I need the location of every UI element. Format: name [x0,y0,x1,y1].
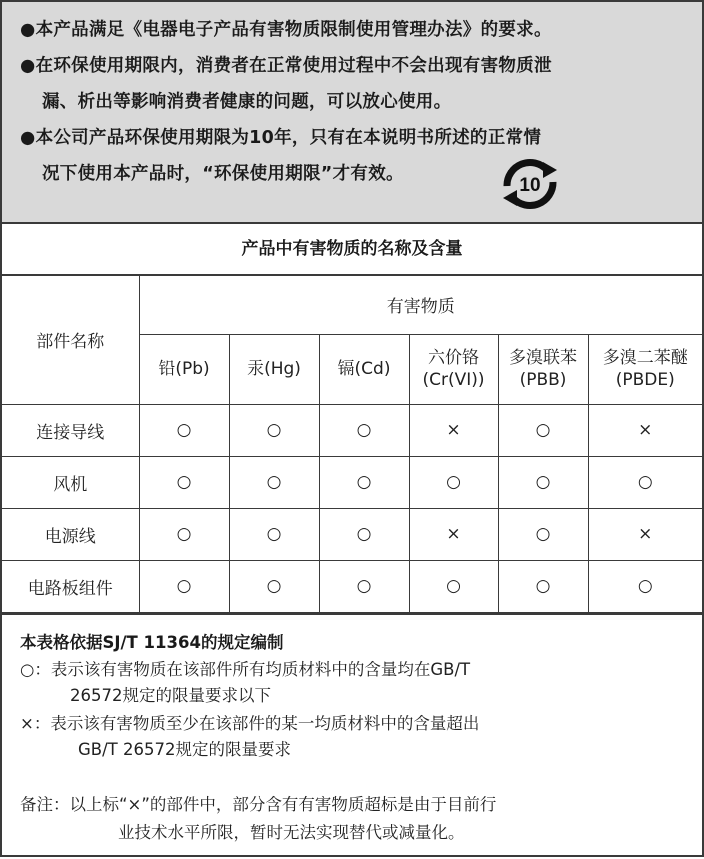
compliance-mark: ○ [229,456,319,508]
logo-number: 10 [519,175,541,196]
cross-legend: ×：表示该有害物质至少在该部件的某一均质材料中的含量超出 [20,714,480,733]
notes-title: 本表格依据SJ/T 11364的规定编制 [20,633,284,652]
statement-bullet-1: ●本产品满足《电器电子产品有害物质限制使用管理办法》的要求。 [20,20,552,40]
statement-bullet-3-continued: 况下使用本产品时，“环保使用期限”才有效。 [42,164,404,184]
table-row [2,560,702,612]
compliance-mark: × [588,404,702,456]
part-name: 电源线 [2,508,139,560]
substance-header-pbde: 多溴二苯醚 (PBDE) [588,334,702,404]
compliance-mark: × [409,404,498,456]
compliance-mark: ○ [229,404,319,456]
statement-bullet-2: ●在环保使用期限内，消费者在正常使用过程中不会出现有害物质泄 [20,56,552,76]
compliance-mark: ○ [588,560,702,612]
compliance-mark: ○ [229,560,319,612]
compliance-mark: ○ [139,404,229,456]
environment-protection-use-period-icon [497,156,563,212]
statement-section [2,2,702,224]
part-name-header: 部件名称 [2,276,139,404]
compliance-mark: ○ [498,508,588,560]
table-row [2,456,702,508]
part-name: 风机 [2,456,139,508]
table-row [2,508,702,560]
compliance-mark: ○ [319,456,409,508]
compliance-mark: ○ [139,456,229,508]
compliance-mark: ○ [498,456,588,508]
remark-continued: 业技术水平所限，暂时无法实现替代或减量化。 [118,823,465,842]
remark: 备注：以上标“×”的部件中，部分含有有害物质超标是由于目前行 [20,795,497,814]
notes-section [2,613,702,859]
cross-legend-continued: GB/T 26572规定的限量要求 [78,740,291,759]
statement-bullet-3: ●本公司产品环保使用期限为10年，只有在本说明书所述的正常情 [20,128,542,148]
compliance-mark: ○ [498,404,588,456]
compliance-mark: ○ [229,508,319,560]
compliance-mark: ○ [319,508,409,560]
part-name: 连接导线 [2,404,139,456]
substance-header-pb: 铅(Pb) [139,334,229,404]
compliance-mark: ○ [319,404,409,456]
hazardous-substance-table [2,276,702,613]
circle-legend: ○：表示该有害物质在该部件所有均质材料中的含量均在GB/T [20,660,471,679]
substance-header-crvi: 六价铬 (Cr(VI)) [409,334,498,404]
compliance-mark: ○ [409,456,498,508]
substance-header-hg: 汞(Hg) [229,334,319,404]
substance-header-pbb: 多溴联苯 (PBB) [498,334,588,404]
statement-bullet-2-continued: 漏、析出等影响消费者健康的问题，可以放心使用。 [42,92,452,112]
compliance-mark: × [588,508,702,560]
circle-legend-continued: 26572规定的限量要求以下 [70,686,271,705]
table-row [2,404,702,456]
compliance-mark: ○ [498,560,588,612]
compliance-mark: ○ [139,560,229,612]
part-name: 电路板组件 [2,560,139,612]
table-title: 产品中有害物质的名称及含量 [2,224,702,276]
compliance-mark: ○ [319,560,409,612]
compliance-mark: ○ [139,508,229,560]
compliance-mark: × [409,508,498,560]
compliance-mark: ○ [409,560,498,612]
compliance-mark: ○ [588,456,702,508]
hazardous-substance-header: 有害物质 [139,276,702,334]
substance-header-cd: 镉(Cd) [319,334,409,404]
